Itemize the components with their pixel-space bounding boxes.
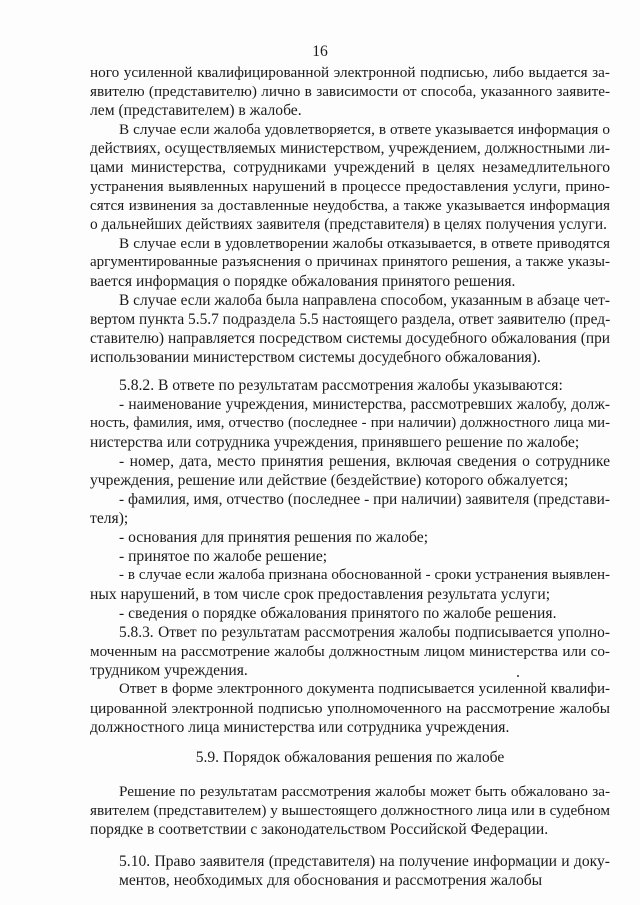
text-line: явителем (представителем) у вышестоящего должностного лица или в судебном bbox=[90, 802, 610, 819]
text-line: устранения выявленных нарушений в процессе предоставления услуги, прино- bbox=[90, 178, 610, 195]
text-line: цами министерства, сотрудниками учреждений в целях незамедлительного bbox=[90, 159, 610, 176]
text-line: сятся извинения за доставленные неудобства, а также указывается информация bbox=[90, 197, 610, 214]
text-line: лем (представителем) в жалобе. bbox=[90, 102, 302, 119]
text-line: моченным на рассмотрение жалобы должностным лицом министерства или со- bbox=[90, 643, 610, 660]
list-item-line: - в случае если жалоба признана обоснованной - сроки устранения выявлен- bbox=[119, 567, 610, 583]
page-number: 16 bbox=[312, 43, 328, 60]
text-line: использовании министерством системы досудебного обжалования). bbox=[90, 349, 541, 366]
list-item-line: ность, фамилия, имя, отчество (последнее - при наличии) должностного лица ми- bbox=[90, 415, 610, 431]
text-line: должностного лица министерства или сотрудника учреждения. bbox=[90, 719, 510, 736]
text-line: ставителю) направляется посредством системы досудебного обжалования (при bbox=[90, 330, 610, 347]
section-heading: ментов, необходимых для обоснования и рассмотрения жалобы bbox=[119, 872, 543, 889]
section-heading: 5.10. Право заявителя (представителя) на получение информации и доку- bbox=[119, 853, 610, 870]
text-line: аргументированные разъяснения о причинах принятого решения, а также указы- bbox=[90, 254, 610, 270]
text-line: В случае если в удовлетворении жалобы отказывается, в ответе приводятся bbox=[119, 235, 610, 252]
text-line: ного усиленной квалифицированной электронной подписью, либо выдается за- bbox=[90, 64, 610, 81]
text-line: вертом пункта 5.5.7 подраздела 5.5 настоящего раздела, ответ заявителю (пред- bbox=[90, 311, 611, 328]
text-line: Ответ в форме электронного документа подписывается усиленной квалифи- bbox=[119, 681, 610, 697]
text-line: В случае если жалоба была направлена способом, указанным в абзаце чет- bbox=[119, 292, 610, 309]
text-line: трудником учреждения. bbox=[90, 662, 248, 679]
list-item-line: - наименование учреждения, министерства, рассмотревших жалобу, долж- bbox=[119, 396, 610, 413]
scan-speck bbox=[517, 675, 519, 677]
list-item-line: теля); bbox=[90, 510, 129, 527]
text-line: 5.8.3. Ответ по результатам рассмотрения жалобы подписывается уполно- bbox=[119, 624, 610, 641]
list-item-line: - основания для принятия решения по жалобе; bbox=[119, 529, 429, 546]
list-item-line: ных нарушений, в том числе срок предоставления результата услуги; bbox=[90, 586, 551, 603]
text-line: В случае если жалоба удовлетворяется, в ответе указывается информация о bbox=[119, 121, 610, 138]
clause-heading: 5.8.2. В ответе по результатам рассмотрения жалобы указываются: bbox=[119, 377, 563, 394]
text-line: порядке в соответствии с законодательством Российской Федерации. bbox=[90, 821, 549, 838]
text-line: действиях, осуществляемых министерством, учреждением, должностными ли- bbox=[90, 140, 610, 157]
text-line: явителю (представителю) лично в зависимости от способа, указанного заявите- bbox=[90, 83, 610, 100]
list-item-line: - сведения о порядке обжалования принятого по жалобе решения. bbox=[119, 605, 557, 622]
text-line: о дальнейших действиях заявителя (представителя) в целях получения услуги. bbox=[90, 216, 607, 233]
list-item-line: нистерства или сотрудника учреждения, принявшего решение по жалобе; bbox=[90, 434, 580, 451]
text-line: цированной электронной подписью уполномоченного на рассмотрение жалобы bbox=[90, 700, 610, 717]
list-item-line: - принятое по жалобе решение; bbox=[119, 548, 328, 565]
text-line: вается информация о порядке обжалования принятого решения. bbox=[90, 273, 516, 290]
section-heading: 5.9. Порядок обжалования решения по жалобе bbox=[195, 749, 505, 766]
list-item-line: - номер, дата, место принятия решения, включая сведения о сотруднике bbox=[119, 453, 610, 470]
text-line: Решение по результатам рассмотрения жалобы может быть обжаловано за- bbox=[119, 783, 610, 800]
list-item-line: учреждения, решение или действие (бездействие) которого обжалуется; bbox=[90, 472, 569, 489]
list-item-line: - фамилия, имя, отчество (последнее - при наличии) заявителя (представи- bbox=[119, 491, 610, 508]
